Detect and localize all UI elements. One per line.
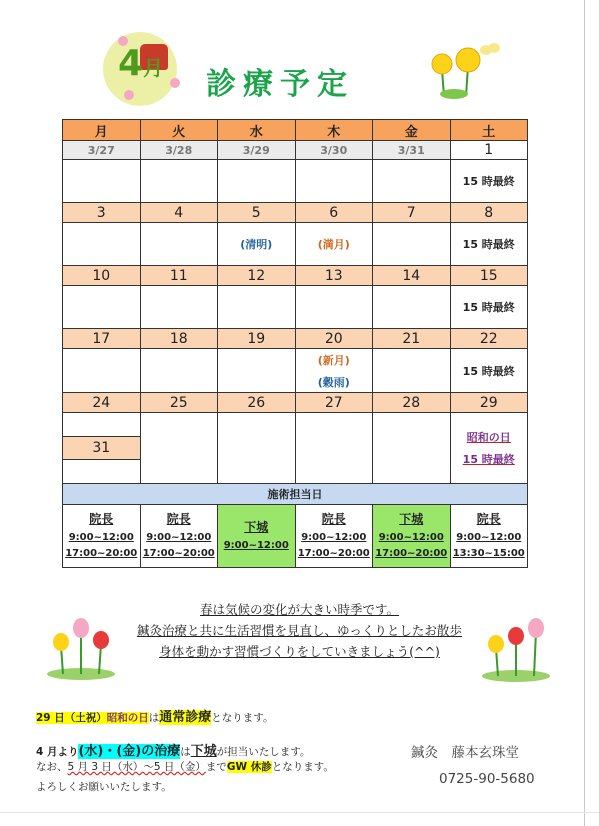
staff-name: 院長 (476, 512, 501, 527)
staff-name: 院長 (166, 512, 191, 527)
week-notes-row (63, 160, 528, 203)
notice-gw-closed: GW 休診 (226, 761, 272, 773)
showa-day-note: 昭和の日 (466, 431, 511, 444)
week-row (63, 393, 528, 413)
note-cell (295, 160, 373, 203)
day-cell: 24 (63, 393, 141, 413)
note-cell (140, 160, 218, 203)
day-cell: 14 (373, 266, 451, 286)
note-cell (373, 286, 451, 329)
day-cell: 1 (450, 141, 528, 160)
note-cell (140, 413, 218, 484)
kokuu-note: (穀雨) (317, 375, 350, 389)
note-cell (140, 286, 218, 329)
day-cell: 8 (450, 203, 528, 223)
staff-time: 13:30~15:00 (452, 547, 525, 559)
notice-text: が担当いたします。 (216, 746, 311, 758)
note-cell (63, 160, 141, 203)
day-cell: 3/27 (63, 141, 141, 160)
day-cell: 5 (218, 203, 296, 223)
split-top (63, 413, 140, 436)
clinic-name: 鍼灸 藤本玄珠堂 (411, 745, 519, 761)
notice-text: よろしくお願いいたします。 (36, 781, 172, 793)
staff-cell (218, 505, 296, 568)
split-cell (63, 413, 140, 483)
weekday-tue: 火 (140, 120, 218, 141)
staff-time: 17:00~20:00 (375, 547, 448, 559)
note-cell (218, 413, 296, 484)
weekday-fri: 金 (373, 120, 451, 141)
staff-heading: 施術担当日 (63, 484, 528, 505)
notice-text: は (148, 712, 160, 724)
month-number: 4 (118, 43, 144, 84)
week-notes-row (63, 349, 528, 393)
staff-header-row (63, 484, 528, 505)
saturday-note: 15 時最終 (450, 349, 528, 393)
staff-name: 院長 (321, 512, 346, 527)
note-cell (63, 413, 141, 484)
day-cell: 3/28 (140, 141, 218, 160)
staff-cell (450, 505, 528, 568)
notice-text: まで (205, 761, 227, 773)
note-cell (63, 349, 141, 393)
blossom-icon (124, 90, 134, 100)
note-cell (450, 413, 528, 484)
note-cell (218, 286, 296, 329)
day-cell: 21 (373, 329, 451, 349)
staff-time: 17:00~20:00 (65, 547, 138, 559)
saturday-note: 15 時最終 (450, 223, 528, 266)
message-line (0, 621, 599, 639)
message-text: 春は気候の変化が大きい時季です。 (199, 602, 399, 617)
day-cell: 19 (218, 329, 296, 349)
message-line (0, 600, 599, 618)
week-row (63, 266, 528, 286)
day-cell-31: 31 (63, 436, 140, 461)
notice-gw-range: 5 月 3 日（水）～5 日（金） (67, 761, 206, 773)
notice-holiday: 昭和の日 (106, 712, 149, 724)
saturday-note: 15 時最終 (462, 453, 515, 466)
note-cell (373, 349, 451, 393)
day-cell: 20 (295, 329, 373, 349)
notice-line-4 (36, 779, 172, 794)
note-cell (140, 223, 218, 266)
weekday-header-row (63, 120, 528, 141)
week-row (63, 141, 528, 160)
saturday-note: 15 時最終 (450, 160, 528, 203)
page-bottom-border (0, 812, 599, 813)
weekday-sat: 土 (450, 120, 528, 141)
staff-time: 9:00~12:00 (223, 539, 289, 551)
day-cell: 6 (295, 203, 373, 223)
week-row (63, 329, 528, 349)
weekday-mon: 月 (63, 120, 141, 141)
day-cell: 13 (295, 266, 373, 286)
staff-time: 9:00~12:00 (378, 531, 444, 543)
staff-row (63, 505, 528, 568)
clinic-phone: 0725-90-5680 (439, 771, 535, 787)
notice-date (36, 712, 149, 724)
note-cell (295, 413, 373, 484)
staff-time: 17:00~20:00 (297, 547, 370, 559)
notice-days: (水)・(金)の治療 (78, 744, 181, 759)
staff-cell (373, 505, 451, 568)
day-cell: 3 (63, 203, 141, 223)
staff-time: 9:00~12:00 (301, 531, 367, 543)
note-cell (373, 223, 451, 266)
note-cell (218, 160, 296, 203)
split-bottom (63, 460, 140, 483)
saturday-note: 15 時最終 (450, 286, 528, 329)
page-title: 診療予定 (206, 67, 354, 102)
weekday-thu: 木 (295, 120, 373, 141)
day-cell: 22 (450, 329, 528, 349)
staff-cell (140, 505, 218, 568)
note-cell (63, 223, 141, 266)
notice-text: となります。 (211, 712, 274, 724)
notice-text: 4 月より (36, 746, 79, 758)
notice-date-text: 29 日（土祝） (36, 712, 107, 724)
day-cell: 17 (63, 329, 141, 349)
notice-line-3 (36, 759, 334, 774)
staff-name: 院長 (89, 512, 114, 527)
note-cell (295, 286, 373, 329)
staff-cell (295, 505, 373, 568)
day-cell: 3/30 (295, 141, 373, 160)
week-notes-row (63, 413, 528, 484)
week-row (63, 203, 528, 223)
day-cell: 28 (373, 393, 451, 413)
note-cell (218, 349, 296, 393)
note-cell: (満月) (295, 223, 373, 266)
notice-text: なお、 (36, 761, 68, 773)
note-cell (295, 349, 373, 393)
day-cell: 18 (140, 329, 218, 349)
day-cell: 29 (450, 393, 528, 413)
dandelion-butterfly-icon (424, 40, 504, 100)
notice-normal-hours: 通常診療 (159, 710, 212, 725)
month-label (118, 43, 164, 84)
notice-line-1 (36, 706, 273, 725)
day-cell: 15 (450, 266, 528, 286)
staff-time: 9:00~12:00 (68, 531, 134, 543)
staff-time: 9:00~12:00 (146, 531, 212, 543)
day-cell: 12 (218, 266, 296, 286)
day-cell: 3/29 (218, 141, 296, 160)
day-cell: 26 (218, 393, 296, 413)
week-notes-row (63, 286, 528, 329)
day-cell: 25 (140, 393, 218, 413)
message-text: 鍼灸治療と共に生活習慣を見直し、ゆっくりとしたお散歩 (137, 623, 462, 638)
note-cell (140, 349, 218, 393)
notice-text: は (180, 746, 191, 758)
week-notes-row (63, 223, 528, 266)
page-right-border (584, 0, 585, 826)
day-cell: 4 (140, 203, 218, 223)
staff-name: 下城 (244, 520, 269, 535)
calendar-table (62, 119, 528, 568)
notice-staff-name: 下城 (190, 744, 217, 759)
month-suffix: 月 (143, 56, 164, 80)
message-line (0, 642, 599, 660)
day-cell: 11 (140, 266, 218, 286)
blossom-icon (170, 78, 180, 88)
note-cell (373, 413, 451, 484)
notice-line-2 (36, 740, 310, 759)
staff-cell (63, 505, 141, 568)
day-cell: 10 (63, 266, 141, 286)
note-cell (63, 286, 141, 329)
day-cell: 7 (373, 203, 451, 223)
notice-text: となります。 (271, 761, 334, 773)
day-cell: 3/31 (373, 141, 451, 160)
new-moon-note: (新月) (317, 353, 350, 367)
note-cell: (清明) (218, 223, 296, 266)
weekday-wed: 水 (218, 120, 296, 141)
note-cell (373, 160, 451, 203)
staff-time: 9:00~12:00 (456, 531, 522, 543)
staff-name: 下城 (399, 512, 424, 527)
message-text: 身体を動かす習慣づくりをしていきましょう(^^) (159, 644, 440, 659)
day-cell: 27 (295, 393, 373, 413)
staff-time: 17:00~20:00 (142, 547, 215, 559)
